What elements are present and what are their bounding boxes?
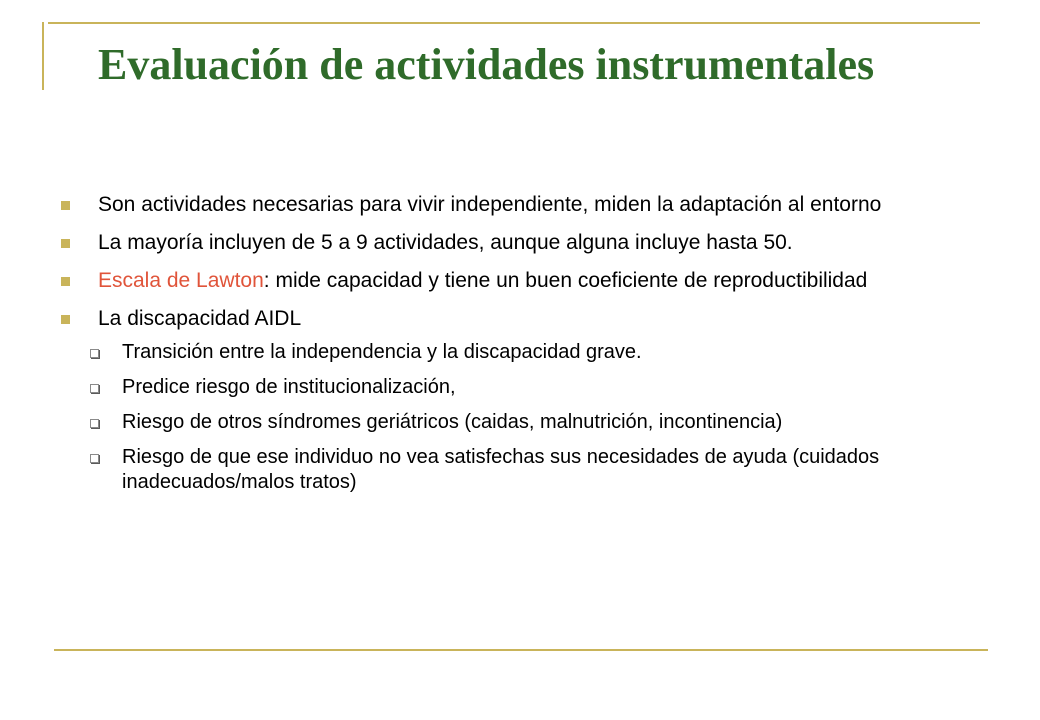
left-rule [42, 22, 44, 90]
sub-bullet-item [88, 375, 928, 400]
square-bullet-icon [61, 201, 70, 210]
square-bullet-icon [61, 315, 70, 324]
sub-bullet-text: Riesgo de otros síndromes geriátricos (caidas, malnutrición, incontinencia) [122, 411, 783, 433]
hollow-square-bullet-icon [90, 384, 99, 393]
bullet-item [58, 192, 938, 218]
hollow-square-bullet-icon [90, 349, 99, 358]
square-bullet-icon [61, 277, 70, 286]
sub-bullet-item [88, 340, 928, 365]
lawton-scale-highlight: Escala de Lawton [98, 269, 264, 292]
bullet-text: La discapacidad AIDL [98, 307, 302, 330]
sub-bullet-text: Predice riesgo de institucionalización, [122, 376, 456, 398]
bullet-text: Son actividades necesarias para vivir independiente, miden la adaptación al entorno [98, 193, 882, 216]
sub-bullet-item [88, 410, 928, 435]
sub-bullet-list [88, 340, 928, 495]
bullet-text: : mide capacidad y tiene un buen coeficiente de reproductibilidad [263, 269, 868, 292]
square-bullet-icon [61, 239, 70, 248]
slide-title: Evaluación de actividades instrumentales [98, 40, 875, 89]
bullet-list [58, 192, 938, 507]
bottom-rule [54, 649, 988, 651]
sub-bullet-text: Transición entre la independencia y la discapacidad grave. [122, 341, 642, 363]
top-rule [48, 22, 980, 24]
bullet-item [58, 230, 938, 256]
bullet-item [58, 268, 938, 294]
sub-bullet-text: Riesgo de que ese individuo no vea satisfechas sus necesidades de ayuda (cuidados inadecuados/malos tratos) [122, 446, 880, 493]
hollow-square-bullet-icon [90, 419, 99, 428]
sub-bullet-item [88, 445, 928, 495]
hollow-square-bullet-icon [90, 454, 99, 463]
bullet-item [58, 306, 938, 495]
bullet-text: La mayoría incluyen de 5 a 9 actividades, aunque alguna incluye hasta 50. [98, 231, 793, 254]
